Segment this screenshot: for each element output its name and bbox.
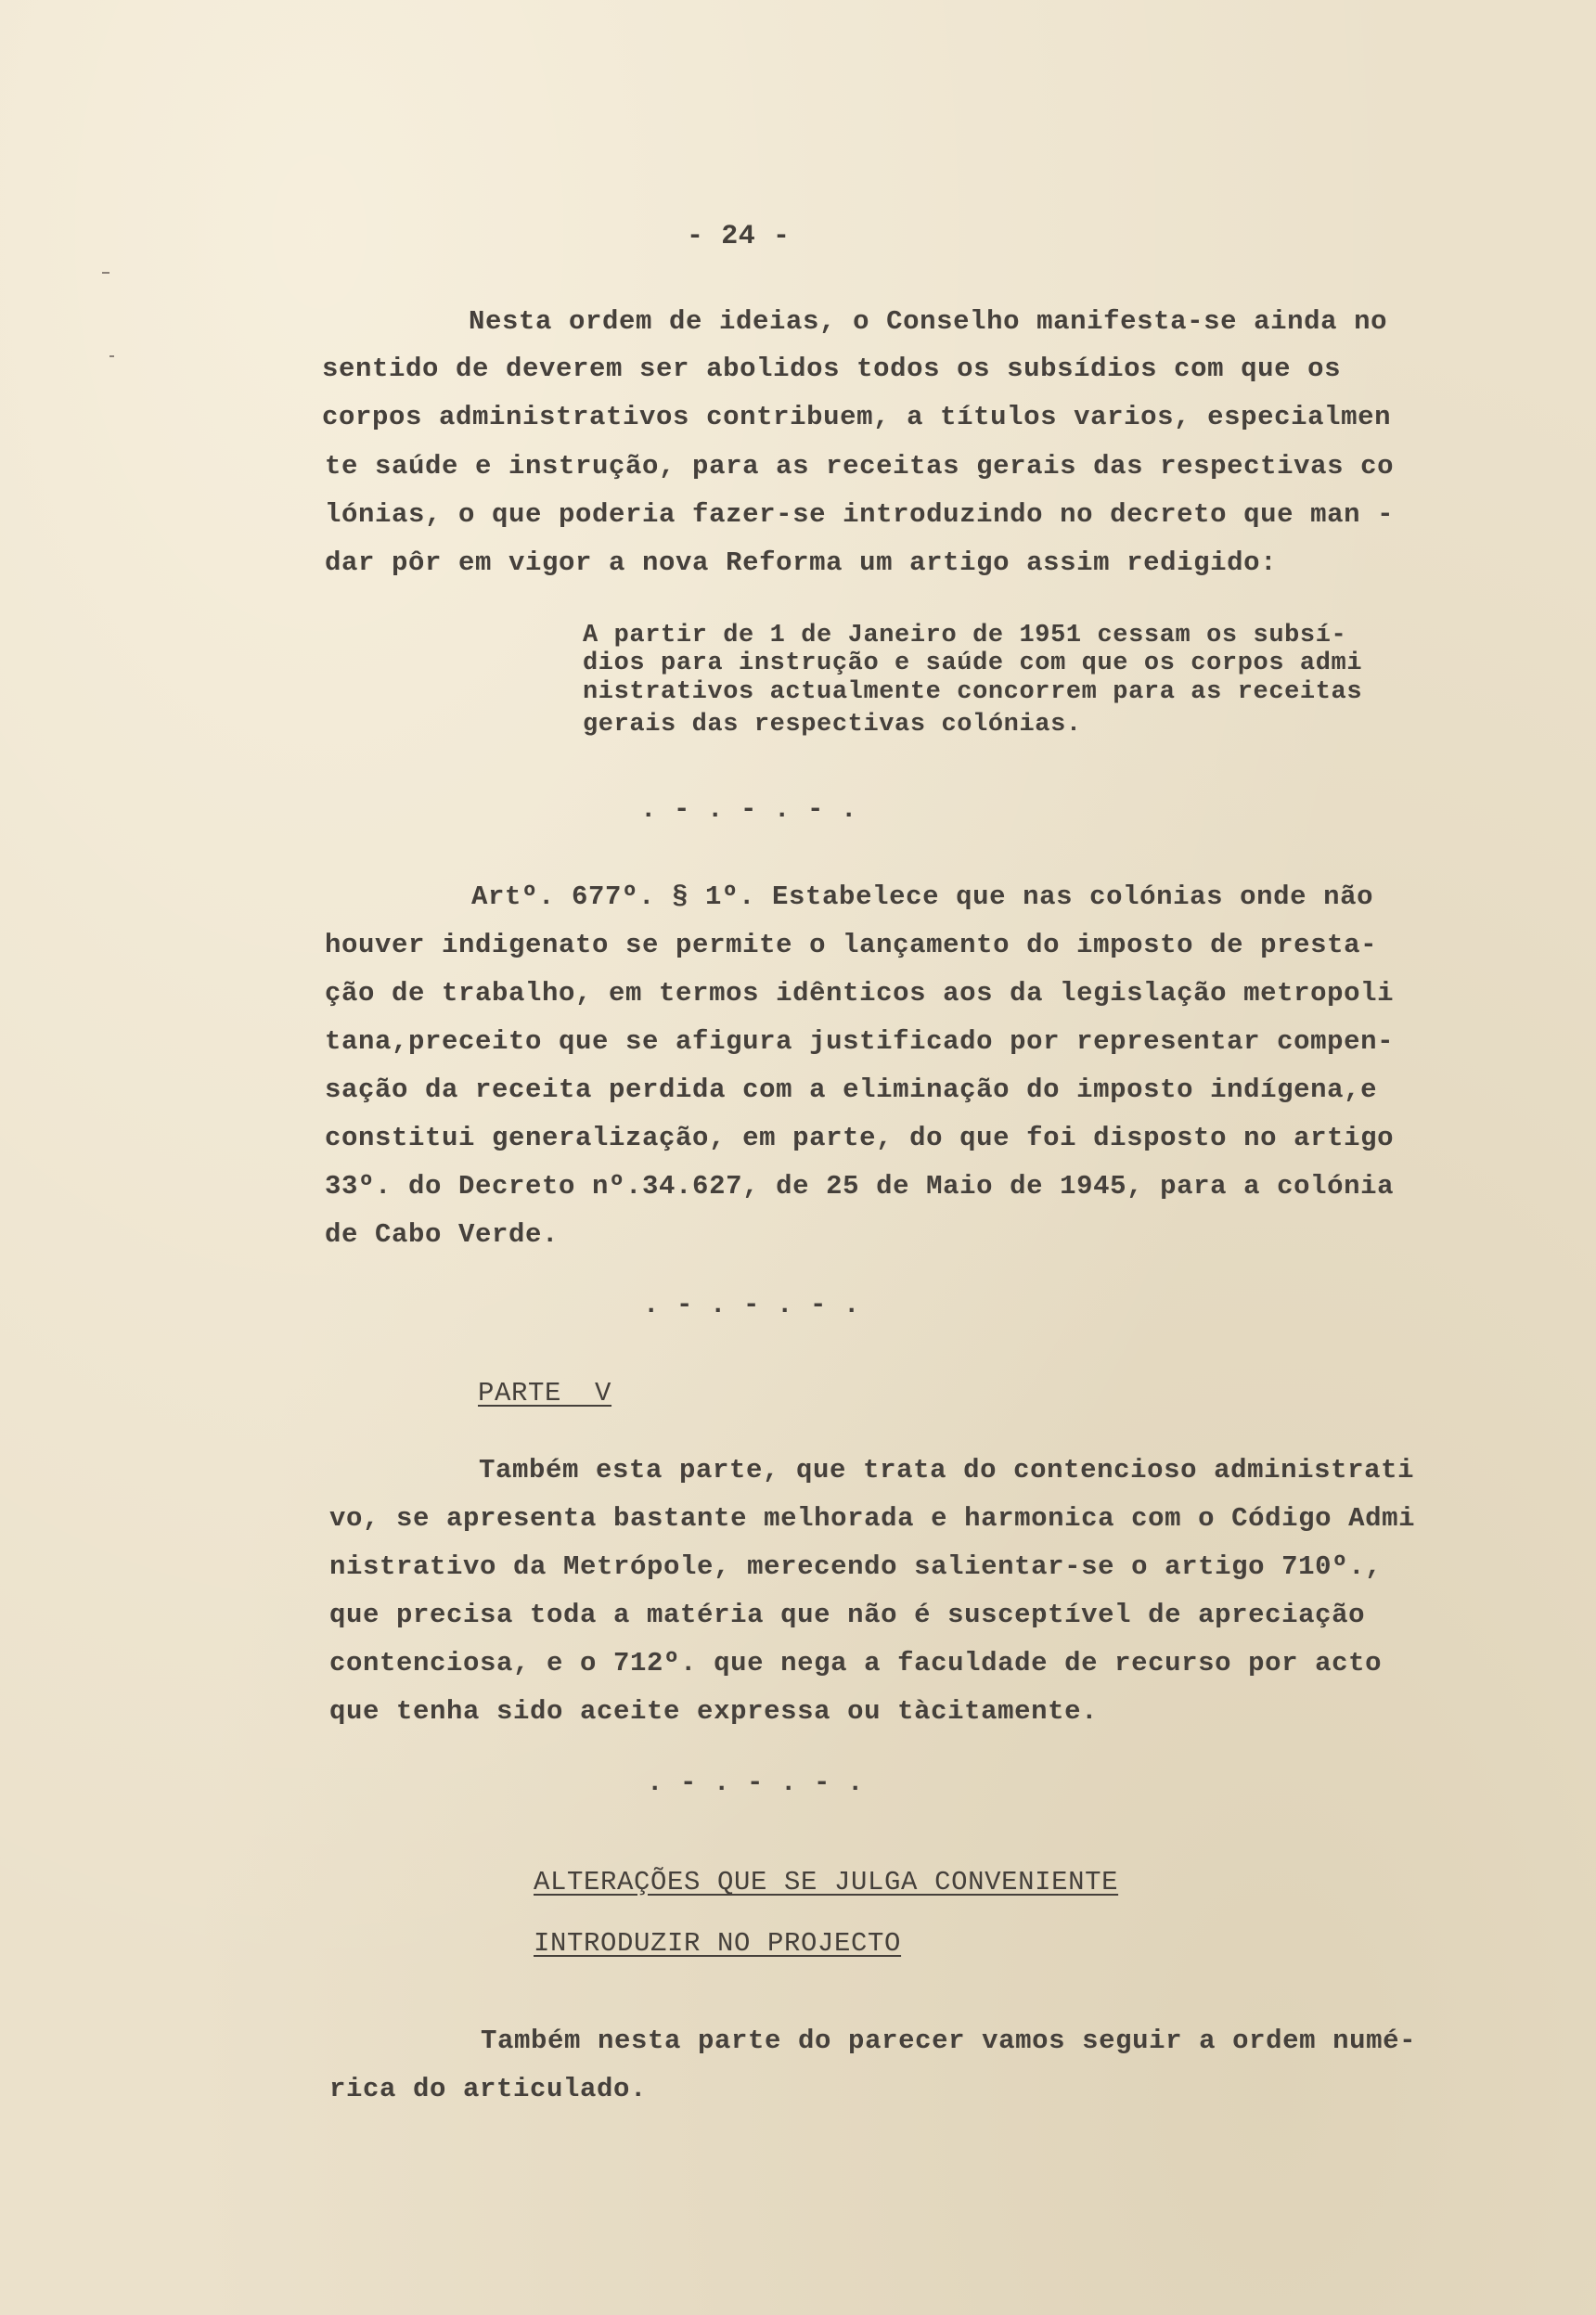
para4-line: rica do articulado. [329, 2074, 648, 2104]
para3-line: que tenha sido aceite expressa ou tàcitamente. [329, 1696, 1099, 1727]
heading-parte-v: PARTE V [478, 1378, 612, 1408]
para4-line: Também nesta parte do parecer vamos seguir a ordem numé- [481, 2026, 1417, 2056]
para2-line: tana,preceito que se afigura justificado por representar compen- [325, 1026, 1395, 1057]
margin-mark [102, 272, 109, 274]
section-separator: . - . - . - . [643, 1290, 861, 1320]
para3-line: vo, se apresenta bastante melhorada e harmonica com o Código Admi [329, 1503, 1416, 1534]
para3-line: nistrativo da Metrópole, merecendo salientar-se o artigo 710º., [329, 1551, 1383, 1582]
margin-mark [109, 355, 114, 357]
para2-line: Artº. 677º. § 1º. Estabelece que nas colónias onde não [471, 881, 1374, 912]
para3-line: que precisa toda a matéria que não é susceptível de apreciação [329, 1600, 1366, 1630]
para2-line: sação da receita perdida com a eliminação do imposto indígena,e [325, 1074, 1378, 1105]
section-separator: . - . - . - . [640, 794, 858, 825]
quote-line: dios para instrução e saúde com que os corpos admi [583, 649, 1363, 677]
para2-line: ção de trabalho, em termos idênticos aos da legislação metropoli [325, 978, 1395, 1009]
para1-line: lónias, o que poderia fazer-se introduzindo no decreto que man - [325, 499, 1395, 530]
para1-line: Nesta ordem de ideias, o Conselho manifesta-se ainda no [469, 306, 1388, 337]
para2-line: de Cabo Verde. [325, 1219, 560, 1250]
quote-line: A partir de 1 de Janeiro de 1951 cessam os subsí- [583, 622, 1347, 649]
section-separator: . - . - . - . [647, 1768, 865, 1798]
para3-line: contenciosa, e o 712º. que nega a faculdade de recurso por acto [329, 1648, 1383, 1678]
para1-line: te saúde e instrução, para as receitas gerais das respectivas co [325, 451, 1395, 482]
heading-alteracoes: INTRODUZIR NO PROJECTO [534, 1928, 902, 1959]
para3-line: Também esta parte, que trata do contencioso administrati [479, 1455, 1415, 1485]
para2-line: 33º. do Decreto nº.34.627, de 25 de Maio de 1945, para a colónia [325, 1171, 1395, 1202]
para2-line: constitui generalização, em parte, do que foi disposto no artigo [325, 1123, 1395, 1153]
heading-alteracoes: ALTERAÇÕES QUE SE JULGA CONVENIENTE [534, 1867, 1119, 1897]
quote-line: gerais das respectivas colónias. [583, 711, 1082, 739]
quote-line: nistrativos actualmente concorrem para as receitas [583, 678, 1363, 706]
para1-line: dar pôr em vigor a nova Reforma um artigo assim redigido: [325, 547, 1278, 578]
para1-line: sentido de deverem ser abolidos todos os subsídios com que os [322, 354, 1342, 384]
para1-line: corpos administrativos contribuem, a títulos varios, especialmen [322, 402, 1392, 432]
page-number: - 24 - [687, 221, 791, 252]
para2-line: houver indigenato se permite o lançamento do imposto de presta- [325, 930, 1378, 960]
